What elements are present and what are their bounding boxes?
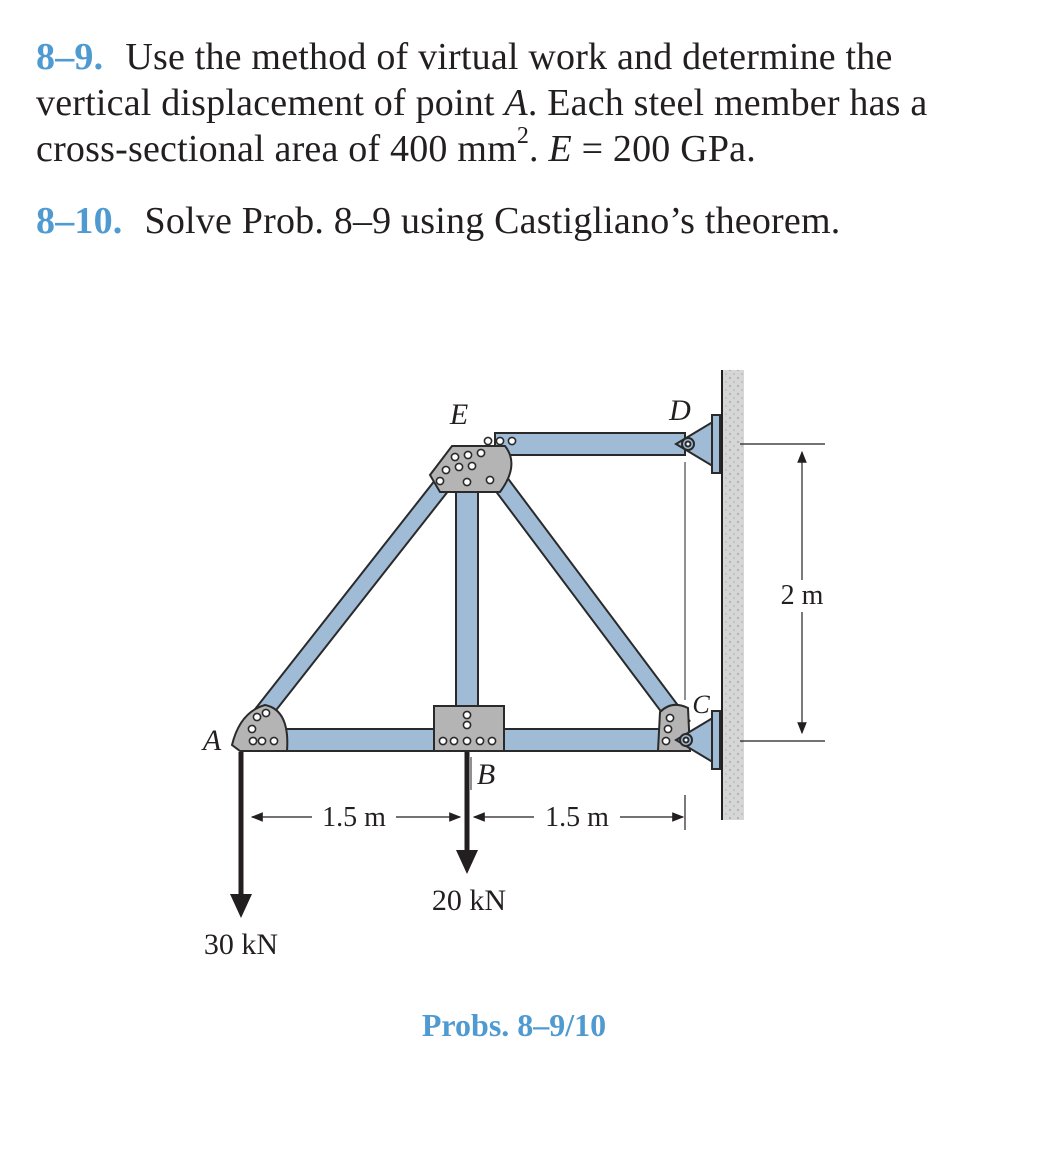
bolt	[450, 737, 457, 744]
wall	[722, 370, 744, 820]
bolt	[662, 737, 669, 744]
bolt	[496, 437, 503, 444]
bolt	[455, 463, 462, 470]
joint-label-A: A	[202, 724, 222, 757]
bolt	[464, 451, 471, 458]
left-span-label: 1.5 m	[322, 802, 386, 833]
member-AE	[241, 461, 463, 738]
load-label-B: 20 kN	[431, 884, 507, 917]
bolt	[468, 462, 475, 469]
problem-text: . Each steel member has a cross-sectional area of 400 mm	[36, 82, 928, 170]
problem-number: 8–9.	[36, 36, 104, 78]
bolt	[508, 437, 515, 444]
load-label-A: 30 kN	[203, 928, 279, 961]
bolt	[451, 453, 458, 460]
member-EC	[481, 459, 690, 732]
bolt	[248, 725, 255, 732]
member-BC	[495, 729, 673, 751]
joint-label-B: B	[476, 758, 496, 791]
bolt	[666, 714, 673, 721]
bolt	[664, 725, 671, 732]
exponent: 2	[516, 123, 530, 150]
problem-number: 8–10.	[36, 200, 123, 242]
bolt	[436, 477, 443, 484]
bolt	[253, 713, 260, 720]
bolt	[439, 737, 446, 744]
member-EB	[456, 470, 478, 720]
problem-text: Solve Prob. 8–9 using Castigliano’s theorem.	[144, 200, 841, 242]
load-arrow-B	[456, 752, 478, 874]
bolt	[262, 709, 269, 716]
bolt	[463, 711, 470, 718]
member-ED	[495, 433, 685, 455]
height-dimension-label: 2 m	[780, 580, 824, 611]
bolt	[463, 737, 470, 744]
bolt	[463, 721, 470, 728]
member-AB	[262, 729, 442, 751]
bolt	[476, 737, 483, 744]
bolt	[258, 737, 265, 744]
problem-text: .	[529, 128, 549, 170]
bolt	[249, 737, 256, 744]
problem-text: = 200 GPa.	[571, 128, 756, 170]
joint-label-D: D	[669, 394, 691, 427]
bolt	[486, 476, 493, 483]
bolt	[477, 449, 484, 456]
problem-text: Use the method of virtual work and determine the vertical displacement of point	[36, 36, 893, 124]
bolt	[442, 466, 449, 473]
figure-caption: Probs. 8–9/10	[421, 1007, 607, 1043]
bolt	[484, 437, 491, 444]
right-span-label: 1.5 m	[545, 802, 609, 833]
load-arrow-A	[230, 752, 252, 918]
modulus-symbol: E	[548, 128, 572, 170]
joint-label-E: E	[449, 398, 469, 431]
bolt	[488, 737, 495, 744]
bolt	[270, 737, 277, 744]
point-label: A	[504, 82, 528, 124]
bolt	[463, 478, 470, 485]
joint-label-C: C	[692, 690, 710, 719]
